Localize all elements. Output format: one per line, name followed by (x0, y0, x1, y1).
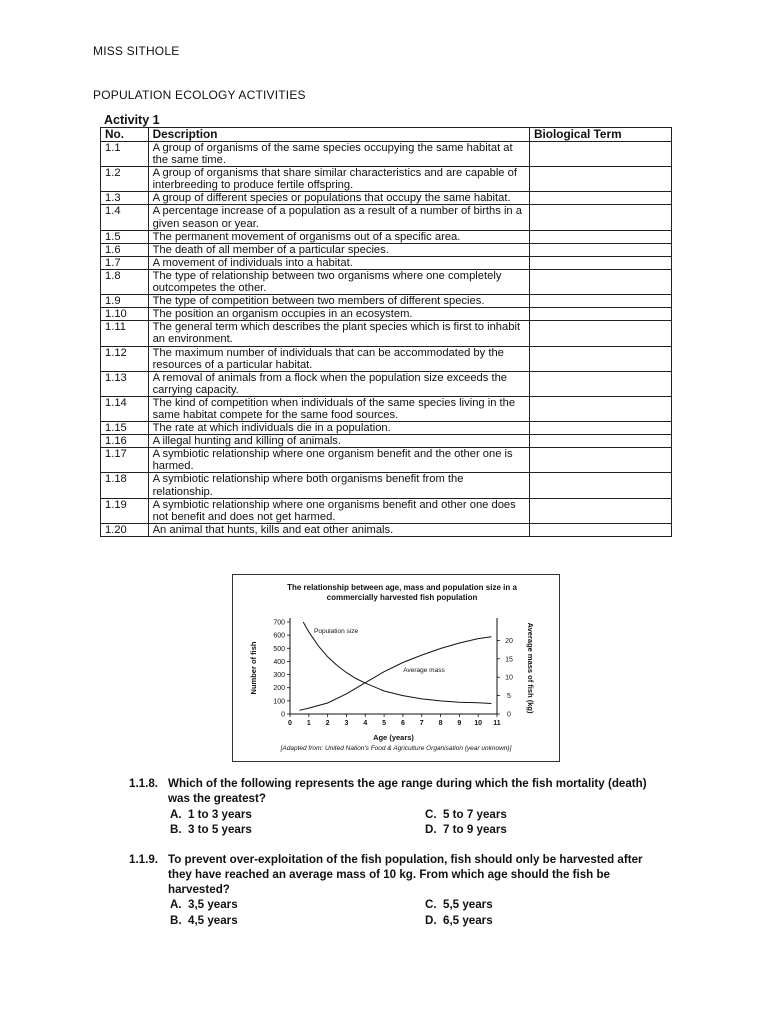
row-description: The type of competition between two members of different species. (148, 295, 529, 308)
table-row (101, 308, 672, 321)
row-biological-term[interactable] (529, 269, 671, 294)
row-number: 1.3 (101, 192, 149, 205)
row-description: The general term which describes the plant species which is first to inhabit an environment. (148, 321, 529, 346)
option-letter: D. (425, 914, 437, 927)
y-tick-label: 500 (273, 645, 285, 653)
row-description: A symbiotic relationship where one organisms benefit and other one does not benefit and does not get harmed. (148, 498, 529, 523)
option-text: 4,5 years (188, 914, 238, 927)
question-number: 1.1.8. (129, 777, 159, 790)
row-biological-term[interactable] (529, 473, 671, 498)
row-number: 1.5 (101, 230, 149, 243)
row-biological-term[interactable] (529, 256, 671, 269)
teacher-name: MISS SITHOLE (93, 44, 180, 58)
column-header-description: Description (148, 128, 529, 142)
row-number: 1.13 (101, 371, 149, 396)
table-row (101, 167, 672, 192)
row-biological-term[interactable] (529, 205, 671, 230)
table-row (101, 435, 672, 448)
table-row (101, 473, 672, 498)
table-row (101, 371, 672, 396)
average-mass-line (299, 637, 491, 711)
y-tick-label: 0 (281, 711, 285, 719)
x-tick-label: 11 (493, 720, 501, 727)
y2-tick-label: 20 (505, 637, 513, 645)
option-letter: C. (425, 808, 437, 821)
row-number: 1.18 (101, 473, 149, 498)
option-letter: C. (425, 898, 437, 911)
question-text: Which of the following represents the age range during which the fish mortality (death) was the greatest? (168, 777, 647, 805)
row-number: 1.7 (101, 256, 149, 269)
x-tick-label: 10 (474, 720, 483, 727)
row-biological-term[interactable] (529, 321, 671, 346)
x-tick-label: 1 (306, 720, 311, 727)
row-description: A symbiotic relationship where one organism benefit and the other one is harmed. (148, 448, 529, 473)
table-row (101, 269, 672, 294)
document-heading: POPULATION ECOLOGY ACTIVITIES (93, 88, 306, 102)
table-row (101, 498, 672, 523)
row-description: The type of relationship between two organisms where one completely outcompetes the other. (148, 269, 529, 294)
option-letter: B. (170, 823, 182, 836)
row-biological-term[interactable] (529, 371, 671, 396)
y2-tick-label: 15 (505, 656, 513, 664)
table-row (101, 422, 672, 435)
y2-axis-label: Average mass of fish (kg) (526, 622, 535, 714)
chart-svg (232, 574, 562, 764)
row-description: The permanent movement of organisms out of a specific area. (148, 230, 529, 243)
option-text: 3 to 5 years (188, 823, 252, 836)
chart-title-line-1: The relationship between age, mass and population size in a (287, 583, 517, 592)
row-number: 1.20 (101, 523, 149, 536)
table-row (101, 205, 672, 230)
table-row (101, 192, 672, 205)
y-tick-label: 300 (273, 672, 285, 680)
row-description: The maximum number of individuals that can be accommodated by the resources of a particular habitat. (148, 346, 529, 371)
x-tick-label: 3 (344, 720, 349, 727)
row-description: An animal that hunts, kills and eat other animals. (148, 523, 529, 536)
option-text: 1 to 3 years (188, 808, 252, 821)
terms-table (100, 127, 672, 537)
x-tick-label: 8 (438, 720, 443, 727)
option-letter: A. (170, 808, 182, 821)
row-biological-term[interactable] (529, 523, 671, 536)
y-tick-label: 200 (273, 685, 285, 693)
table-row (101, 346, 672, 371)
row-number: 1.17 (101, 448, 149, 473)
row-description: A symbiotic relationship where both organisms benefit from the relationship. (148, 473, 529, 498)
y-tick-label: 600 (273, 632, 285, 640)
y-axis-label: Number of fish (249, 641, 258, 695)
row-number: 1.10 (101, 308, 149, 321)
row-biological-term[interactable] (529, 167, 671, 192)
x-tick-label: 7 (419, 720, 424, 727)
row-number: 1.2 (101, 167, 149, 192)
y-tick-label: 700 (273, 619, 285, 627)
row-description: A movement of individuals into a habitat. (148, 256, 529, 269)
row-description: A illegal hunting and killing of animals. (148, 435, 529, 448)
row-number: 1.11 (101, 321, 149, 346)
table-row (101, 243, 672, 256)
row-number: 1.8 (101, 269, 149, 294)
table-row (101, 230, 672, 243)
table-row (101, 256, 672, 269)
x-tick-label: 2 (325, 720, 330, 727)
row-description: A group of different species or populations that occupy the same habitat. (148, 192, 529, 205)
table-row (101, 295, 672, 308)
question-text: To prevent over-exploitation of the fish population, fish should only be harvested after they have reached an average mass of 10 kg. From which age should the fish be harvested? (168, 853, 643, 896)
row-biological-term[interactable] (529, 295, 671, 308)
row-biological-term[interactable] (529, 422, 671, 435)
row-number: 1.4 (101, 205, 149, 230)
activity-title: Activity 1 (104, 113, 160, 127)
row-biological-term[interactable] (529, 192, 671, 205)
row-number: 1.12 (101, 346, 149, 371)
table-row (101, 321, 672, 346)
row-number: 1.15 (101, 422, 149, 435)
x-tick-label: 6 (400, 720, 405, 727)
row-description: The position an organism occupies in an ecosystem. (148, 308, 529, 321)
question-number: 1.1.9. (129, 853, 159, 866)
table-row (101, 396, 672, 421)
option-text: 5,5 years (443, 898, 493, 911)
row-number: 1.6 (101, 243, 149, 256)
population-size-label: Population size (314, 628, 359, 635)
row-description: A removal of animals from a flock when the population size exceeds the carrying capacity. (148, 371, 529, 396)
row-description: A group of organisms of the same species occupying the same habitat at the same time. (148, 142, 529, 167)
option-letter: A. (170, 898, 182, 911)
y2-tick-label: 5 (507, 693, 511, 701)
y-tick-label: 100 (273, 698, 285, 706)
row-biological-term[interactable] (529, 230, 671, 243)
chart-title-line-2: commercially harvested fish population (326, 593, 478, 602)
row-biological-term[interactable] (529, 142, 671, 167)
y-tick-label: 400 (273, 658, 285, 666)
y2-tick-label: 10 (505, 674, 513, 682)
x-tick-label: 0 (288, 720, 292, 727)
option-letter: B. (170, 914, 182, 927)
row-biological-term[interactable] (529, 435, 671, 448)
x-axis-label: Age (years) (373, 733, 414, 742)
x-tick-label: 4 (363, 720, 368, 727)
row-number: 1.14 (101, 396, 149, 421)
x-tick-label: 5 (382, 720, 387, 727)
table-row (101, 142, 672, 167)
row-description: A percentage increase of a population as a result of a number of births in a given season or year. (148, 205, 529, 230)
table-row (101, 448, 672, 473)
x-tick-label: 9 (457, 720, 462, 727)
option-letter: D. (425, 823, 437, 836)
row-description: A group of organisms that share similar characteristics and are capable of interbreeding to produce fertile offspring. (148, 167, 529, 192)
option-text: 6,5 years (443, 914, 493, 927)
row-biological-term[interactable] (529, 448, 671, 473)
row-biological-term[interactable] (529, 346, 671, 371)
row-number: 1.16 (101, 435, 149, 448)
column-header-term: Biological Term (529, 128, 671, 142)
row-description: The death of all member of a particular species. (148, 243, 529, 256)
option-text: 7 to 9 years (443, 823, 507, 836)
row-description: The rate at which individuals die in a population. (148, 422, 529, 435)
y2-tick-label: 0 (507, 711, 511, 719)
row-biological-term[interactable] (529, 396, 671, 421)
column-header-no: No. (101, 128, 149, 142)
option-text: 5 to 7 years (443, 808, 507, 821)
row-number: 1.1 (101, 142, 149, 167)
table-header-row (101, 128, 672, 142)
terms-table-body (101, 142, 672, 537)
row-biological-term[interactable] (529, 308, 671, 321)
table-row (101, 523, 672, 536)
option-text: 3,5 years (188, 898, 238, 911)
row-number: 1.19 (101, 498, 149, 523)
row-biological-term[interactable] (529, 243, 671, 256)
row-description: The kind of competition when individuals of the same species living in the same habitat compete for the same food sources. (148, 396, 529, 421)
average-mass-label: Average mass (403, 667, 445, 674)
row-number: 1.9 (101, 295, 149, 308)
chart-source: [Adapted from: United Nation's Food & Agriculture Organisation (year unknown)] (280, 745, 512, 752)
row-biological-term[interactable] (529, 498, 671, 523)
